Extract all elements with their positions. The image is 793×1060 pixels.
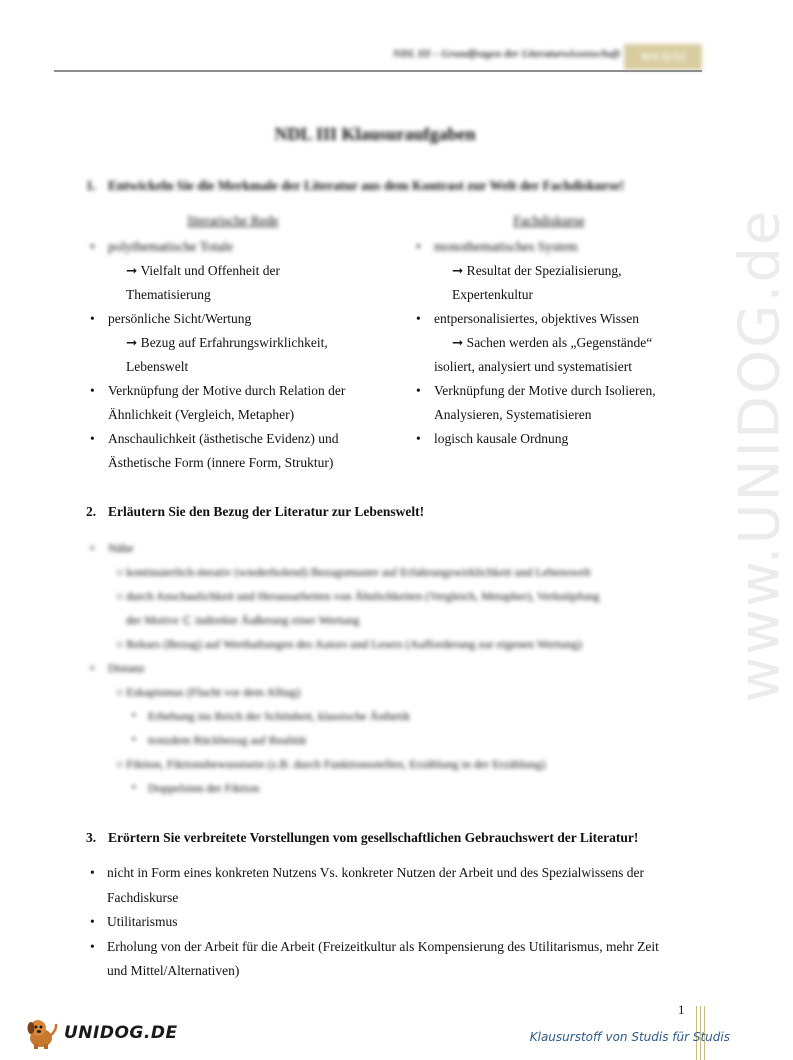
dog-mascot-icon (22, 1016, 60, 1050)
right-item-2-sub: ➞ Sachen werden als „Gegenstände“ (452, 335, 653, 350)
question-2-answer (88, 536, 688, 800)
question-3 (86, 830, 638, 846)
near-item-2-cont: der Motive ⊂ indirekte Äußerung einer Wertung (126, 613, 360, 627)
question-1 (86, 178, 624, 194)
left-item-4 (88, 427, 378, 451)
near-item-1: ○ kontinuierlich-iterativ (wiederholend) Bezugsmuster auf Erfahrungswirklichkeit und Lebenswelt (116, 565, 591, 579)
left-item-3 (88, 379, 378, 403)
left-item-4-cont: Ästhetische Form (innere Form, Struktur) (108, 455, 334, 470)
left-item-1-text: polythematische Totale (108, 239, 234, 254)
q3-item-3-text: Erholung von der Arbeit für die Arbeit (Freizeitkultur als Kompensierung des Utilitarismus, mehr Zeit (107, 938, 659, 954)
column-specialist-discourses (414, 209, 704, 451)
right-item-2 (414, 307, 704, 331)
q3-item-3-cont: und Mittel/Alternativen) (107, 963, 240, 978)
q3-item-1 (88, 861, 688, 886)
right-item-1-cont: Expertenkultur (452, 287, 533, 302)
left-item-1-cont: Thematisierung (126, 287, 211, 302)
left-item-2-text: persönliche Sicht/Wertung (108, 311, 252, 326)
distance-fiction: ○ Fiktion, Fiktionsbewusstsein (z.B. durch Funktionsstellen, Erzählung in der Erzählung) (116, 757, 546, 771)
semester-badge (624, 44, 702, 70)
left-item-1 (88, 235, 378, 259)
page-title: NDL III Klausuraufgaben (274, 124, 476, 144)
q3-item-2-text: Utilitarismus (107, 914, 178, 929)
right-item-4-text: logisch kausale Ordnung (434, 431, 569, 446)
column-right-heading: Fachdiskurse (513, 213, 585, 228)
q3-item-3 (88, 935, 688, 960)
right-item-2-cont: isoliert, analysiert und systematisiert (434, 359, 632, 374)
column-literary-speech (88, 209, 378, 475)
page-number: 1 (678, 1002, 685, 1017)
question-3-answer (88, 861, 688, 984)
semester-badge-label: WS 11/12 (640, 51, 686, 63)
left-item-3-text: Verknüpfung der Motive durch Relation der (108, 383, 346, 398)
right-item-1 (414, 235, 704, 259)
right-item-3 (414, 379, 704, 403)
watermark: www.UNIDOG.de (727, 208, 793, 703)
left-item-3-cont: Ähnlichkeit (Vergleich, Metapher) (108, 407, 295, 422)
brand-name: UNIDOG.DE (64, 1023, 178, 1043)
header-divider (54, 70, 702, 72)
near-heading: • Nähe (88, 536, 688, 560)
q3-item-2 (88, 910, 688, 935)
right-item-2-text: entpersonalisiertes, objektives Wissen (434, 311, 640, 326)
left-item-4-text: Anschaulichkeit (ästhetische Evidenz) und (108, 431, 339, 446)
right-item-4 (414, 427, 704, 451)
right-item-1-text: monothematisches System (434, 239, 578, 254)
footer-logo[interactable] (22, 1016, 178, 1050)
q3-item-1-text: nicht in Form eines konkreten Nutzens Vs. konkreter Nutzen der Arbeit und des Spezialwissens der (107, 865, 645, 880)
header-title: NDL III – Grundfragen der Literaturwissenschaft (392, 48, 620, 60)
left-item-2-cont: Lebenswelt (126, 359, 189, 374)
right-item-1-sub: ➞ Resultat der Spezialisierung, (452, 263, 622, 278)
question-2 (86, 504, 424, 520)
question-3-text: Erörtern Sie verbreitete Vorstellungen vom gesellschaftlichen Gebrauchswert der Literatur! (108, 830, 639, 845)
right-item-3-text: Verknüpfung der Motive durch Isolieren, (434, 383, 656, 398)
footer-tagline: Klausurstoff von Studis für Studis (529, 1030, 730, 1044)
distance-fiction-item-1: ▪ Doppelsinn der Fiktion (88, 776, 688, 800)
question-1-number: 1. (86, 178, 97, 193)
distance-escapism-item-1: ▪ Erhebung ins Reich der Schönheit, klassische Ästhetik (88, 704, 688, 728)
near-item-2: ○ durch Anschaulichkeit und Herausarbeiten von Ähnlichkeiten (Vergleich, Metapher), Verknüpfung (116, 589, 600, 603)
distance-escapism-item-2: ▪ trotzdem Rückbezug auf Realität (88, 728, 688, 752)
near-item-3: ○ Rekurs (Bezug) auf Werthaltungen des Autors und Lesers (Aufforderung zur eigenen Wertung) (116, 637, 582, 651)
left-item-2 (88, 307, 378, 331)
distance-heading: • Distanz (88, 656, 688, 680)
right-item-3-cont: Analysieren, Systematisieren (434, 407, 592, 422)
distance-escapism: ○ Eskapismus (Flucht vor dem Alltag) (116, 685, 301, 699)
question-1-text: Entwickeln Sie die Merkmale der Literatur aus dem Kontrast zur Welt der Fachdiskurse! (108, 178, 625, 193)
left-item-2-sub: ➞ Bezug auf Erfahrungswirklichkeit, (126, 335, 328, 350)
q3-item-1-cont: Fachdiskurse (107, 889, 179, 905)
column-left-heading: literarische Rede (187, 213, 279, 228)
left-item-1-sub: ➞ Vielfalt und Offenheit der (126, 263, 280, 278)
question-2-number: 2. (86, 504, 97, 519)
question-3-number: 3. (86, 830, 97, 845)
question-2-text: Erläutern Sie den Bezug der Literatur zur Lebenswelt! (108, 504, 425, 519)
